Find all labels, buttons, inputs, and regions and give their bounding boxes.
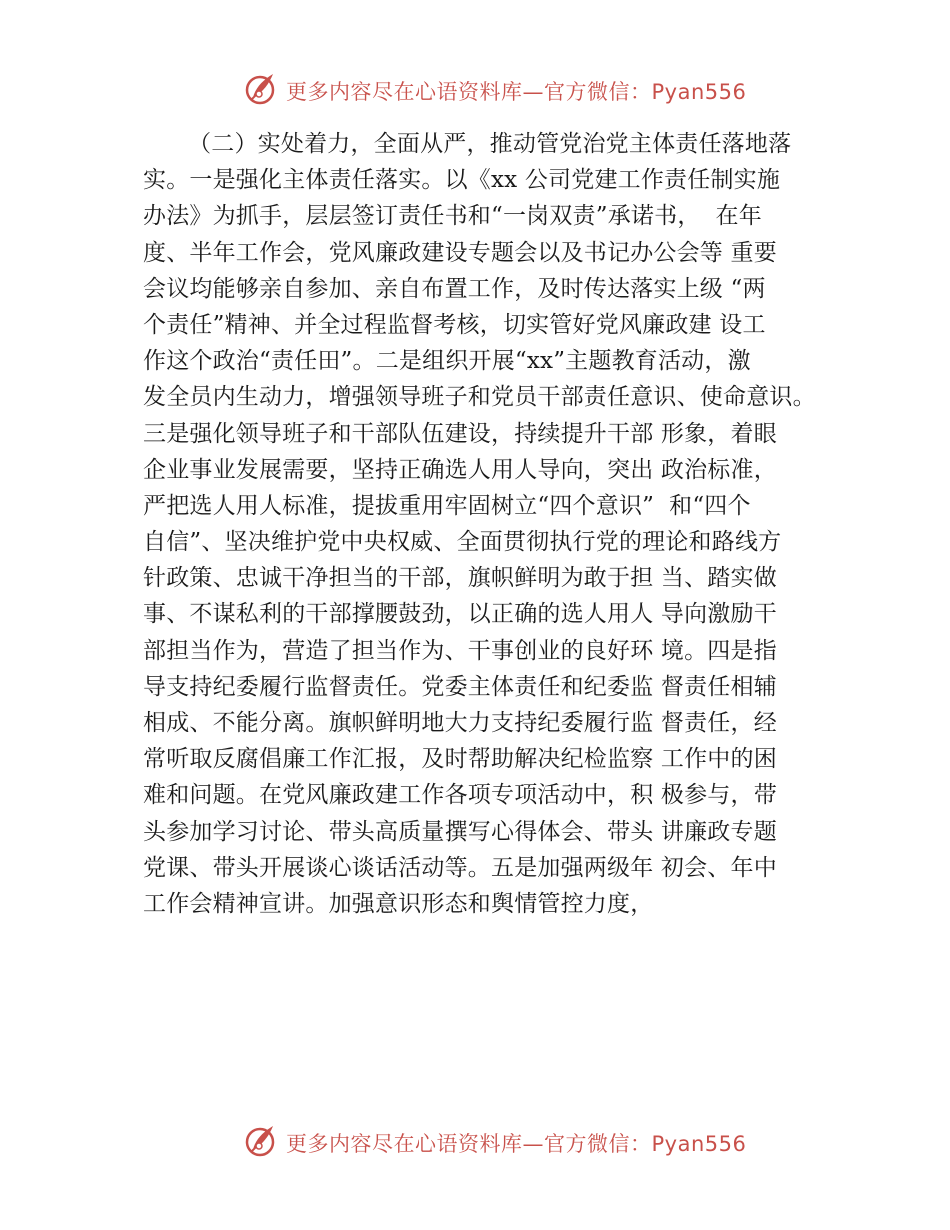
- text-line: （二）实处着力，全面从严，推动管党治党主体责任落地落: [143, 131, 792, 157]
- text-line: 个责任”精神、并全过程监督考核，切实管好党风廉政建 设工: [143, 311, 766, 338]
- header-banner: [0, 68, 950, 112]
- text-line: 相成、不能分离。旗帜鲜明地大力支持纪委履行监 督责任，经: [143, 710, 777, 736]
- text-line: 自信”、坚决维护党中央权威、全面贯彻执行党的理论和路线方: [143, 529, 782, 556]
- text-line: 工作会精神宣讲。加强意识形态和舆情管控力度，: [143, 890, 654, 917]
- text-line: 导支持纪委履行监督责任。党委主体责任和纪委监 督责任相辅: [143, 673, 777, 700]
- text-line: 会议均能够亲自参加、亲自布置工作，及时传达落实上级 “两: [143, 275, 766, 302]
- text-line: 办法》为抓手，层层签订责任书和“一岗双责”承诺书， 在年: [143, 203, 762, 230]
- text-line: 作这个政治“责任田”。二是组织开展“xx”主题教育活动，激: [143, 348, 751, 375]
- text-line: 三是强化领导班子和干部队伍建设，持续提升干部 形象，着眼: [143, 420, 777, 447]
- text-line: 难和问题。在党风廉政建工作各项专项活动中，积 极参与，带: [143, 782, 777, 809]
- text-line: 严把选人用人标准，提拔重用牢固树立“四个意识” 和“四个: [143, 492, 751, 519]
- text-line: 事、不谋私利的干部撑腰鼓劲，以正确的选人用人 导向激励干: [143, 601, 777, 628]
- text-line: 针政策、忠诚干净担当的干部，旗帜鲜明为敢于担 当、踏实做: [143, 565, 777, 592]
- text-line: 企业事业发展需要，坚持正确选人用人导向，突出 政治标准，: [143, 456, 777, 483]
- footer-banner: [0, 1120, 950, 1164]
- footer-banner-text: 更多内容尽在心语资料库—官方微信：Pyan556: [286, 1132, 747, 1156]
- text-line: 头参加学习讨论、带头高质量撰写心得体会、带头 讲廉政专题: [143, 818, 777, 845]
- text-line: 度、半年工作会，党风廉政建设专题会以及书记办公会等 重要: [143, 239, 777, 266]
- text-line: 常听取反腐倡廉工作汇报，及时帮助解决纪检监察 工作中的困: [143, 746, 777, 773]
- leaf-seal-logo-icon: [245, 1122, 277, 1160]
- document-body: [143, 126, 863, 922]
- text-line: 党课、带头开展谈心谈话活动等。五是加强两级年 初会、年中: [143, 854, 777, 881]
- header-banner-text: 更多内容尽在心语资料库—官方微信：Pyan556: [286, 80, 747, 104]
- text-line: 发全员内生动力，增强领导班子和党员干部责任意识、使命意识。: [143, 384, 816, 411]
- text-line: 实。一是强化主体责任落实。以《xx 公司党建工作责任制实施: [143, 167, 781, 194]
- text-line: 部担当作为，营造了担当作为、干事创业的良好环 境。四是指: [143, 637, 777, 664]
- leaf-seal-logo-icon: [245, 70, 277, 108]
